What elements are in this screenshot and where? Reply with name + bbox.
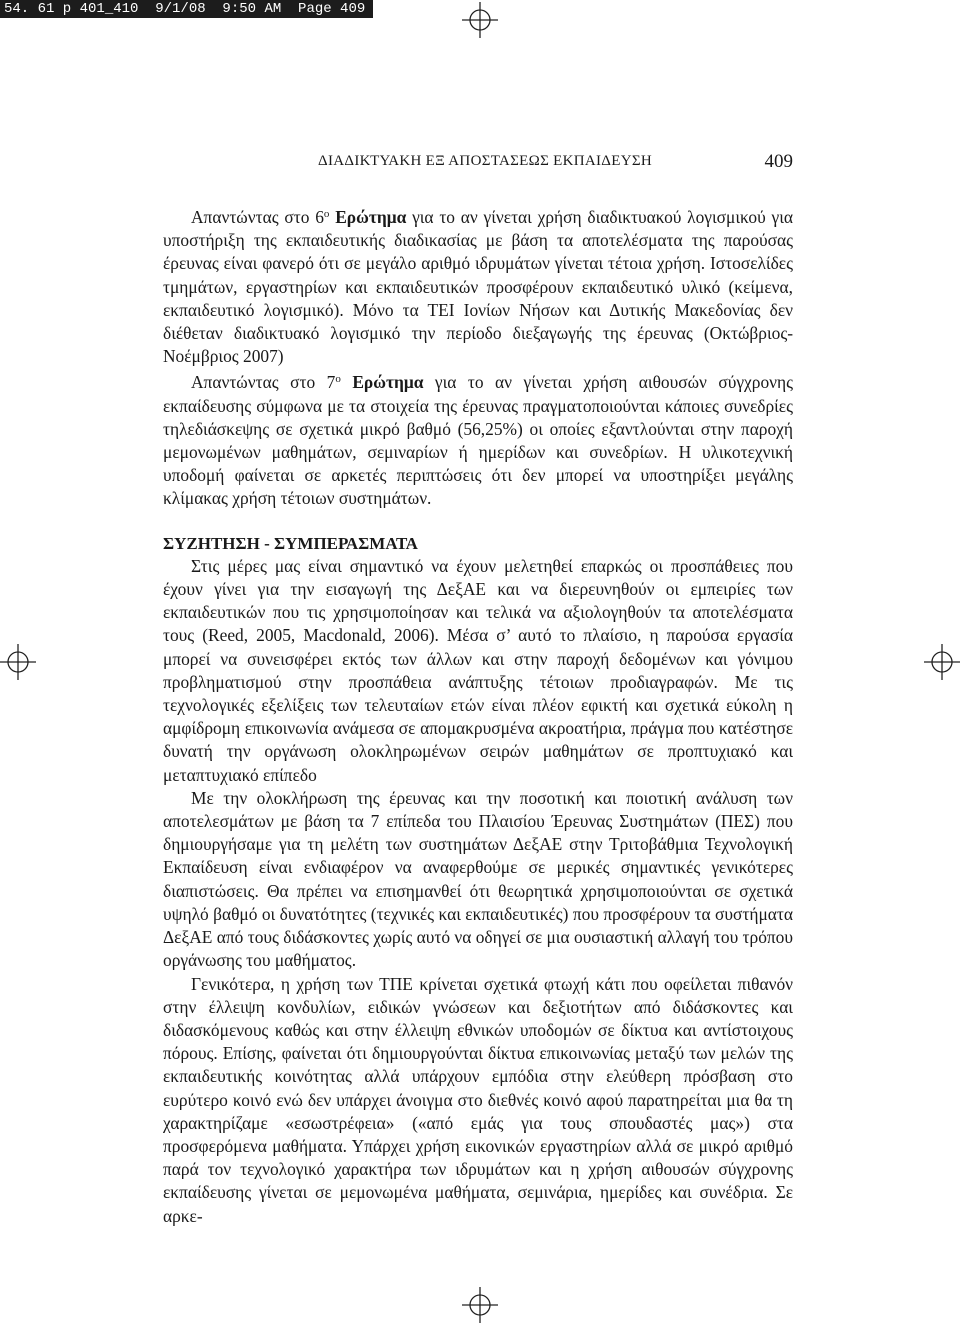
registration-mark-bottom-icon	[462, 1287, 498, 1323]
page-number: 409	[764, 151, 793, 172]
question-label: Ερώτημα	[340, 372, 424, 393]
paragraph-discussion-2: Με την ολοκλήρωση της έρευνας και την ποσοτική και ποιοτική ανάλυση των αποτελεσμάτων με βάση τα 7 επίπεδα του Πλαισίου Έρευνας Συστημάτων (ΠΕΣ) που δημιουργήσαμε για τη μελέτη των συστημάτων ΔεξΑΕ στην Τριτοβάθμια Τεχνολογική Εκπαίδευση είναι ενδιαφέρον να αναφερθούμε σε μερικές σημαντικές γενικότερες διαπιστώσεις. Θα πρέπει να επισημανθεί ότι θεωρητικά χρησιμοποιούνται σε σχετικά υψηλό βαθμό οι δυνατότητες (τεχνικές και εκπαιδευτικές) που προσφέρουν τα συστήματα ΔεξΑΕ από τους διδάσκοντες χωρίς αυτό να οδηγεί σε μια ουσιαστική αλλαγή του τρόπου οργάνωσης του μαθήματος.	[163, 787, 793, 971]
body-text	[163, 203, 793, 1228]
paragraph-question-7	[163, 368, 793, 510]
paragraph-text: για το αν γίνεται χρήση διαδικτυακού λογισμικού για υποστήριξη της εκπαιδευτικής διαδικασίας με βάση τα αποτελέσματα της παρούσας έρευνας είναι φανερό ότι σε μεγάλο αριθμό ιδρυμάτων γίνεται τέτοια χρήση. Ιστοσελίδες τμημάτων, εργαστηρίων και εκπαιδευτικών προσφέρουν εκπαιδευτικό υλικό (κείμενα, εκπαιδευτικό λογισμικό). Μόνο τα ΤΕΙ Ιονίων Νήσων και Δυτικής Μακεδονίας δεν διέθεταν διαδικτυακό λογισμικό την περίοδο διεξαγωγής της έρευνας (Οκτώβριος-Νοέμβριος 2007)	[163, 207, 793, 367]
registration-mark-right-icon	[924, 644, 960, 680]
paragraph-question-6	[163, 203, 793, 368]
running-head: ΔΙΑΔΙΚΤΥΑΚΗ ΕΞ ΑΠΟΣΤΑΣΕΩΣ ΕΚΠΑΙΔΕΥΣΗ	[318, 153, 653, 169]
registration-mark-left-icon	[0, 644, 36, 680]
ordinal-superscript: ο	[323, 208, 330, 220]
print-slug: 54. 61 p 401_410 9/1/08 9:50 AM Page 409	[0, 0, 373, 18]
ordinal-superscript: ο	[335, 373, 341, 386]
paragraph-discussion-1: Στις μέρες μας είναι σημαντικό να έχουν μελετηθεί επαρκώς οι προσπάθειες που έχουν γίνει για την εισαγωγή της ΔεξΑΕ και να διερευνηθούν οι εμπειρίες των εκπαιδευτικών που τις χρησιμοποίησαν και τελικά να αξιολογηθούν τα αποτελέσματα τους (Reed, 2005, Macdonald, 2006). Μέσα σ’ αυτό το πλαίσιο, η παρούσα εργασία μπορεί να συνεισφέρει εκτός των άλλων και στην παροχή δεδομένων και γόνιμου προβληματισμού στην προσπάθεια ανάπτυξης τέτοιων προδιαγραφών. Με τις τεχνολογικές εξελίξεις των τελευταίων ετών είναι πλέον εφικτή και σχετικά εύκολη η αμφίδρομη επικοινωνία ανάμεσα σε απομακρυσμένα ακροατήρια, πράγμα που κατέστησε δυνατή την οργάνωση ολοκληρωμένων σειρών μαθημάτων σε προπτυχιακό και μεταπτυχιακό επίπεδο	[163, 555, 793, 785]
section-heading: ΣΥΖΗΤΗΣΗ - ΣΥΜΠΕΡΑΣΜΑΤΑ	[163, 533, 418, 553]
paragraph-discussion-3: Γενικότερα, η χρήση των ΤΠΕ κρίνεται σχετικά φτωχή κάτι που οφείλεται πιθανόν στην έλλειψη κονδυλίων, ειδικών γνώσεων και δεξιοτήτων από διδάσκοντες και διδασκόμενους καθώς και στην έλλειψη εθνικών υποδομών σε δίκτυα και αντίστοιχους πόρους. Επίσης, φαίνεται ότι δημιουργούνται δίκτυα επικοινωνίας μεταξύ των μελών της εκπαιδευτικής κοινότητας αλλά υπάρχουν εμπόδια στην ελεύθερη πρόσβαση στο ευρύτερο κοινό ενώ δεν υπάρχει άνοιγμα στο διεθνές κοινό αφού παρατηρείται μια θα τη χαρακτηρίζαμε «εσωστρέφεια» («από εμάς για τους σπουδαστές μας») στα προσφερόμενα μαθήματα. Υπάρχει χρήση εικονικών εργαστηρίων αλλά σε μικρό αριθμό παρά τον τεχνολογικό χαρακτήρα των ιδρυμάτων και η χρήση αιθουσών σύγχρονης εκπαίδευσης γίνεται σε μεμονωμένα μαθήματα, σεμινάρια, ημερίδες και συνέδρια. Σε αρκε-	[163, 973, 793, 1226]
registration-mark-top-icon	[462, 2, 498, 38]
paragraph-lead: Απαντώντας στο 6	[191, 207, 324, 227]
question-label: Ερώτημα	[329, 207, 407, 227]
paragraph-text: για το αν γίνεται χρήση αιθουσών σύγχρονης εκπαίδευσης σύμφωνα με τα στοιχεία της έρευνας πραγματοποιούνται κάποιες συνεδρίες τηλεδιάσκεψης σε σχετικά μικρό βαθμό (56,25%) οι οποίες εξαντλούνται στην παροχή μεμονωμένων μαθημάτων, σεμιναρίων ή ημερίδων και συνεδρίων. Η υλικοτεχνική υποδομή φαίνεται σε αρκετές περιπτώσεις ότι δεν μπορεί να υποστηρίξει μεγάλης κλίμακας χρήση τέτοιων συστημάτων.	[163, 372, 793, 509]
paragraph-lead: Απαντώντας στο 7	[191, 372, 336, 393]
